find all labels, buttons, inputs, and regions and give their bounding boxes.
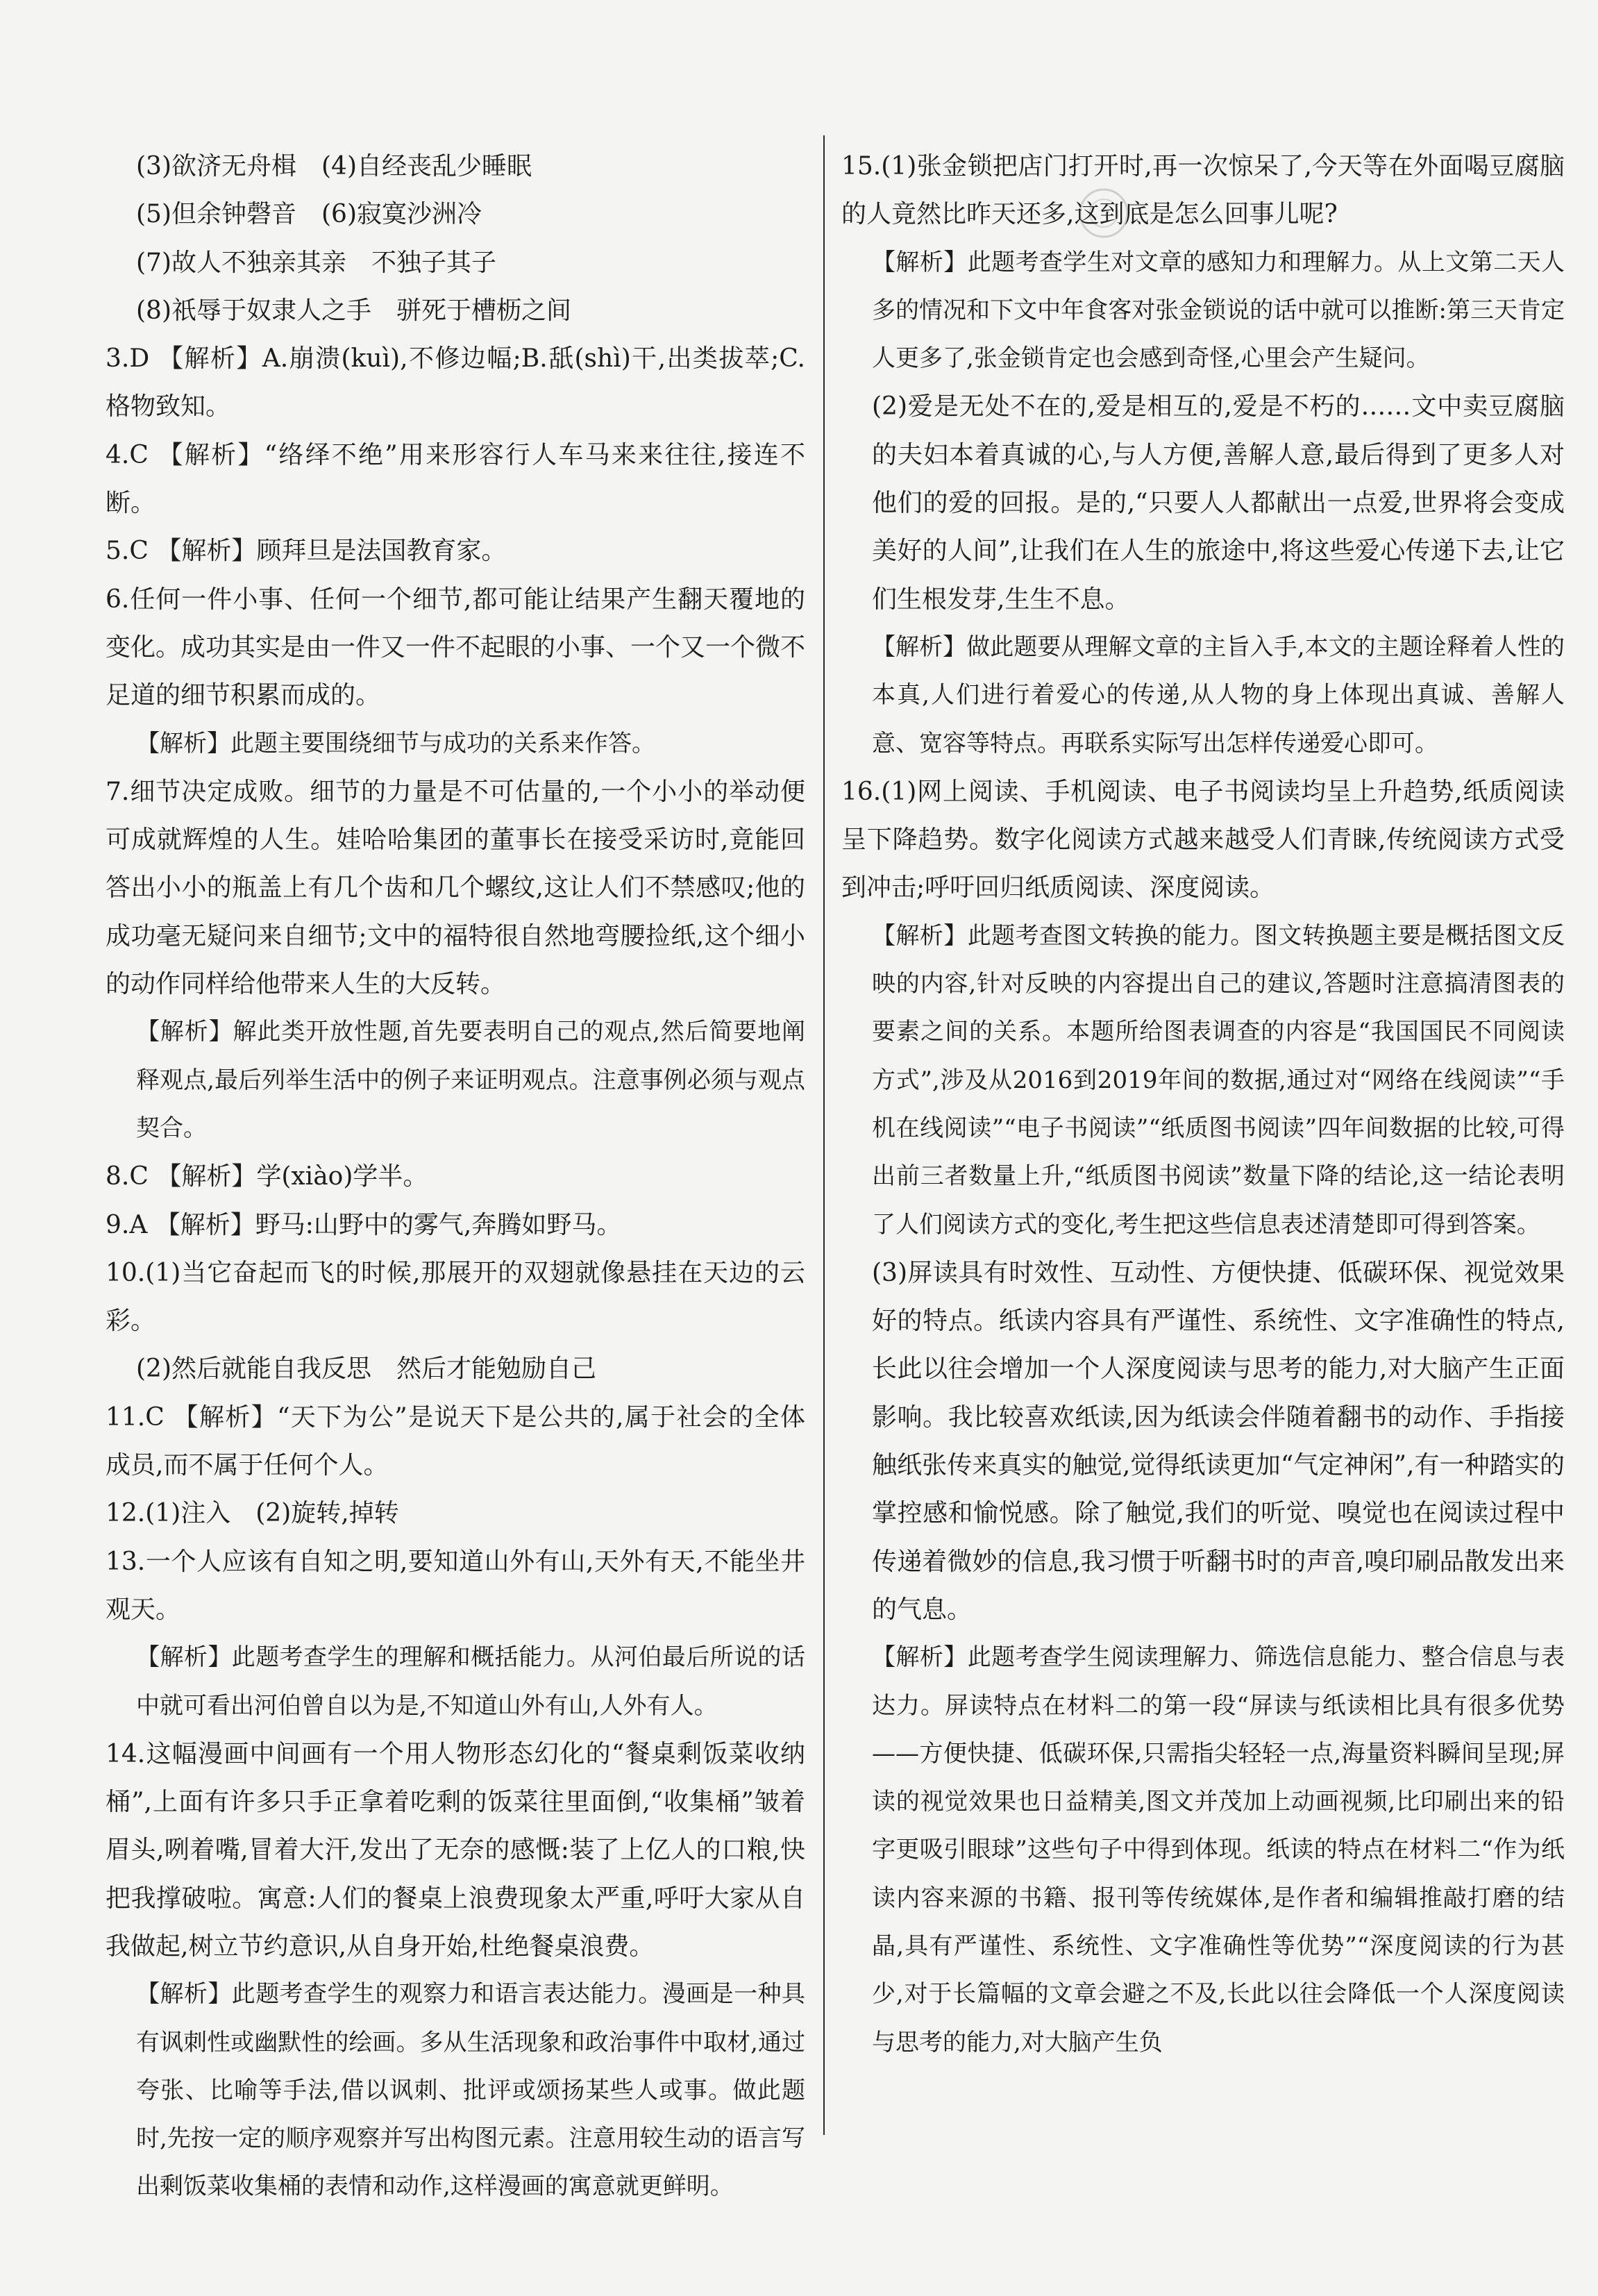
answer-q3: 3.D 【解析】A.崩溃(kuì),不修边幅;B.舐(shì)干,出类拔萃;C.格物致知。 <box>106 344 805 421</box>
analysis-q7: 【解析】解此类开放性题,首先要表明自己的观点,然后简要地阐释观点,最后列举生活中的例子来证明观点。注意事例必须与观点契合。 <box>136 1018 805 1142</box>
column-divider <box>823 135 825 2135</box>
answer-q15-2: (2)爱是无处不在的,爱是相互的,爱是不朽的……文中卖豆腐脑的夫妇本着真诚的心,与人方便,善解人意,最后得到了更多人对他们的爱的回报。是的,“只要人人都献出一点爱,世界将会变成美好的人间”,让我们在人生的旅途中,将这些爱心传递下去,让它们生根发芽,生生不息。 <box>872 392 1565 614</box>
analysis-q15-1: 【解析】此题考查学生对文章的感知力和理解力。从上文第二天人多的情况和下文中年食客对张金锁说的话中就可以推断:第三天肯定人更多了,张金锁肯定也会感到奇怪,心里会产生疑问。 <box>872 248 1565 373</box>
answer-q14: 14.这幅漫画中间画有一个用人物形态幻化的“餐桌剩饭菜收纳桶”,上面有许多只手正拿着吃剩的饭菜往里面倒,“收集桶”皱着眉头,咧着嘴,冒着大汗,发出了无奈的感慨:装了上亿人的口粮,快把我撑破啦。寓意:人们的餐桌上浪费现象太严重,呼吁大家从自我做起,树立节约意识,从自身开始,杜绝餐桌浪费。 <box>106 1739 805 1961</box>
answer-q7: 7.细节决定成败。细节的力量是不可估量的,一个小小的举动便可成就辉煌的人生。娃哈哈集团的董事长在接受采访时,竟能回答出小小的瓶盖上有几个齿和几个螺纹,这让人们不禁感叹;他的成功毫无疑问来自细节;文中的福特很自然地弯腰捡纸,这个细小的动作同样给他带来人生的大反转。 <box>106 777 805 999</box>
answer-line: (5)但余钟磬音 (6)寂寞沙洲冷 <box>136 200 482 229</box>
answer-q11: 11.C 【解析】“天下为公”是说天下是公共的,属于社会的全体成员,而不属于任何个人。 <box>106 1402 805 1480</box>
answer-line: (3)欲济无舟楫 (4)自经丧乱少睡眠 <box>136 152 532 181</box>
answer-q10-1: 10.(1)当它奋起而飞的时候,那展开的双翅就像悬挂在天边的云彩。 <box>106 1258 805 1336</box>
analysis-q16-3: 【解析】此题考查学生阅读理解力、筛选信息能力、整合信息与表达力。屏读特点在材料二的第一段“屏读与纸读相比具有很多优势——方便快捷、低碳环保,只需指尖轻轻一点,海量资料瞬间呈现;屏读的视觉效果也日益精美,图文并茂加上动画视频,比印刷出来的铅字更吸引眼球”这些句子中得到体现。纸读的特点在材料二“作为纸读内容来源的书籍、报刊等传统媒体,是作者和编辑推敲打磨的结晶,具有严谨性、系统性、文字准确性等优势”“深度阅读的行为甚少,对于长篇幅的文章会避之不及,长此以往会降低一个人深度阅读与思考的能力,对大脑产生负 <box>872 1643 1565 2056</box>
analysis-q15-2: 【解析】做此题要从理解文章的主旨入手,本文的主题诠释着人性的本真,人们进行着爱心的传递,从人物的身上体现出真诚、善解人意、宽容等特点。再联系实际写出怎样传递爱心即可。 <box>872 632 1565 757</box>
analysis-q13: 【解析】此题考查学生的理解和概括能力。从河伯最后所说的话中就可看出河伯曾自以为是,不知道山外有山,人外有人。 <box>136 1643 805 1720</box>
analysis-q6: 【解析】此题主要围绕细节与成功的关系来作答。 <box>136 729 655 757</box>
answer-q8: 8.C 【解析】学(xiào)学半。 <box>106 1162 428 1191</box>
answer-q9: 9.A 【解析】野马:山野中的雾气,奔腾如野马。 <box>106 1210 622 1239</box>
answer-q10-2: (2)然后就能自我反思 然后才能勉励自己 <box>136 1355 596 1384</box>
answer-q6: 6.任何一件小事、任何一个细节,都可能让结果产生翻天覆地的变化。成功其实是由一件又一件不起眼的小事、一个又一个微不足道的细节积累而成的。 <box>106 585 806 710</box>
answer-q15-1: 15.(1)张金锁把店门打开时,再一次惊呆了,今天等在外面喝豆腐脑的人竟然比昨天还多,这到底是怎么回事儿呢? <box>841 152 1565 229</box>
answer-q16-3: (3)屏读具有时效性、互动性、方便快捷、低碳环保、视觉效果好的特点。纸读内容具有严谨性、系统性、文字准确性的特点,长此以往会增加一个人深度阅读与思考的能力,对大脑产生正面影响。我比较喜欢纸读,因为纸读会伴随着翻书的动作、手指接触纸张传来真实的触觉,觉得纸读更加“气定神闲”,有一种踏实的掌控感和愉悦感。除了触觉,我们的听觉、嗅觉也在阅读过程中传递着微妙的信息,我习惯于听翻书时的声音,嗅印刷品散发出来的气息。 <box>872 1258 1565 1624</box>
right-column <box>841 142 1565 2067</box>
answer-q16-1: 16.(1)网上阅读、手机阅读、电子书阅读均呈上升趋势,纸质阅读呈下降趋势。数字化阅读方式越来越受人们青睐,传统阅读方式受到冲击;呼吁回归纸质阅读、深度阅读。 <box>841 777 1565 903</box>
answer-q12: 12.(1)注入 (2)旋转,掉转 <box>106 1499 399 1528</box>
answer-q4: 4.C 【解析】“络绎不绝”用来形容行人车马来来往往,接连不断。 <box>106 440 805 518</box>
answer-line: (8)祇辱于奴隶人之手 骈死于槽枥之间 <box>136 296 571 325</box>
left-column <box>106 142 805 2211</box>
answer-line: (7)故人不独亲其亲 不独子其子 <box>136 248 496 277</box>
answer-q13: 13.一个人应该有自知之明,要知道山外有山,天外有天,不能坐井观天。 <box>106 1547 805 1624</box>
analysis-q14: 【解析】此题考查学生的观察力和语言表达能力。漫画是一种具有讽刺性或幽默性的绘画。多从生活现象和政治事件中取材,通过夸张、比喻等手法,借以讽刺、批评或颂扬某些人或事。做此题时,先按一定的顺序观察并写出构图元素。注意用较生动的语言写出剩饭菜收集桶的表情和动作,这样漫画的寓意就更鲜明。 <box>136 1980 805 2201</box>
answer-q5: 5.C 【解析】顾拜旦是法国教育家。 <box>106 537 507 566</box>
analysis-q16-1: 【解析】此题考查图文转换的能力。图文转换题主要是概括图文反映的内容,针对反映的内容提出自己的建议,答题时注意搞清图表的要素之间的关系。本题所给图表调查的内容是“我国国民不同阅读方式”,涉及从2016到2019年间的数据,通过对“网络在线阅读”“手机在线阅读”“电子书阅读”“纸质图书阅读”四年间数据的比较,可得出前三者数量上升,“纸质图书阅读”数量下降的结论,这一结论表明了人们阅读方式的变化,考生把这些信息表述清楚即可得到答案。 <box>872 921 1565 1239</box>
